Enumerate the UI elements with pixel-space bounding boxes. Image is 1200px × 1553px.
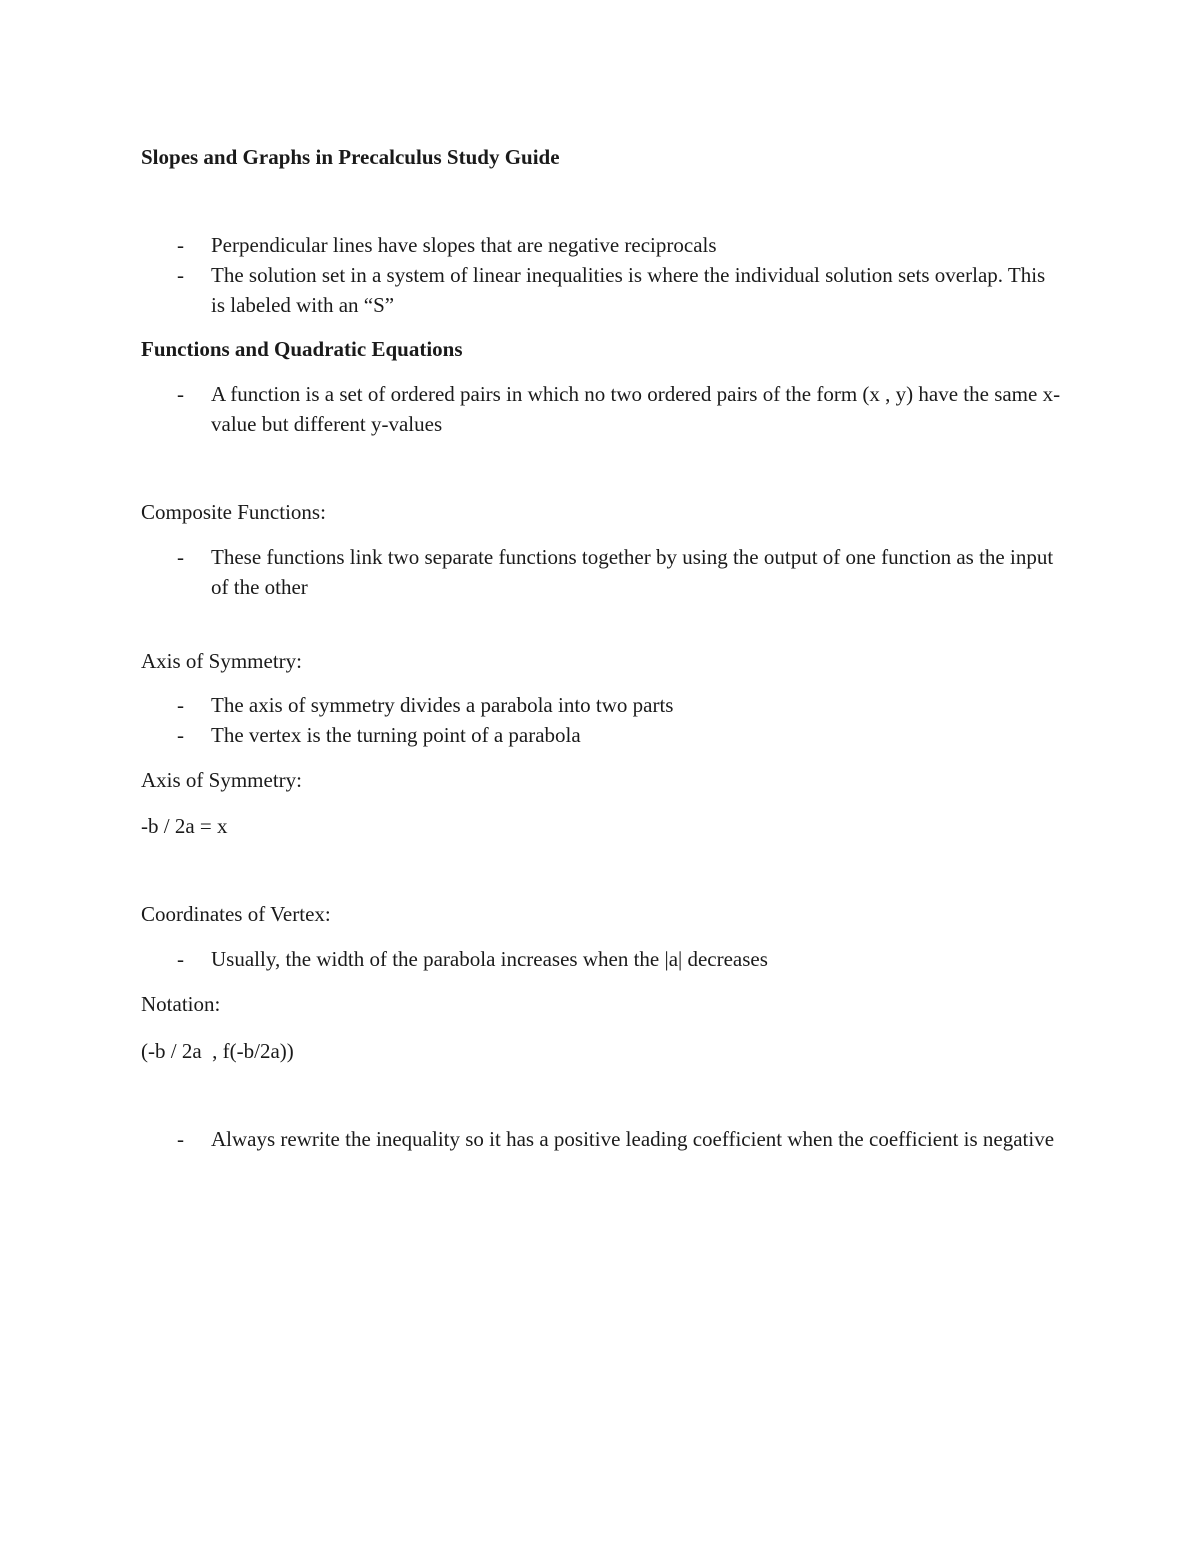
axis-of-symmetry-label-2: Axis of Symmetry:	[141, 768, 302, 792]
coordinates-of-vertex-label: Coordinates of Vertex:	[141, 902, 331, 926]
bullet-dash: -	[177, 693, 184, 717]
bullet-dash: -	[177, 263, 184, 287]
notation-formula: (-b / 2a , f(-b/2a))	[141, 1039, 294, 1063]
notation-label: Notation:	[141, 992, 221, 1016]
bullet-dash: -	[177, 1127, 184, 1151]
section-heading: Functions and Quadratic Equations	[141, 337, 463, 361]
list-item-text: Always rewrite the inequality so it has a positive leading coefficient when the coefficient is negative	[211, 1127, 1055, 1151]
list-item-text: A function is a set of ordered pairs in which no two ordered pairs of the form (x , y) have the same x-value but different y-values	[211, 382, 1061, 436]
list-item-text: The solution set in a system of linear inequalities is where the individual solution sets overlap. This is labeled with an “S”	[211, 263, 1046, 317]
bullet-dash: -	[177, 723, 184, 747]
bullet-dash: -	[177, 382, 184, 406]
bullet-dash: -	[177, 545, 184, 569]
list-item-text: The axis of symmetry divides a parabola into two parts	[211, 693, 674, 717]
list-item-text: Usually, the width of the parabola increases when the |a| decreases	[211, 947, 768, 971]
list-item-text: These functions link two separate functions together by using the output of one function as the input of the other	[211, 545, 1054, 599]
list-item-text: Perpendicular lines have slopes that are negative reciprocals	[211, 233, 717, 257]
document-title: Slopes and Graphs in Precalculus Study Guide	[141, 145, 560, 169]
composite-functions-label: Composite Functions:	[141, 500, 326, 524]
axis-formula: -b / 2a = x	[141, 814, 228, 838]
list-item-text: The vertex is the turning point of a parabola	[211, 723, 581, 747]
bullet-dash: -	[177, 233, 184, 257]
bullet-dash: -	[177, 947, 184, 971]
axis-of-symmetry-label: Axis of Symmetry:	[141, 649, 302, 673]
